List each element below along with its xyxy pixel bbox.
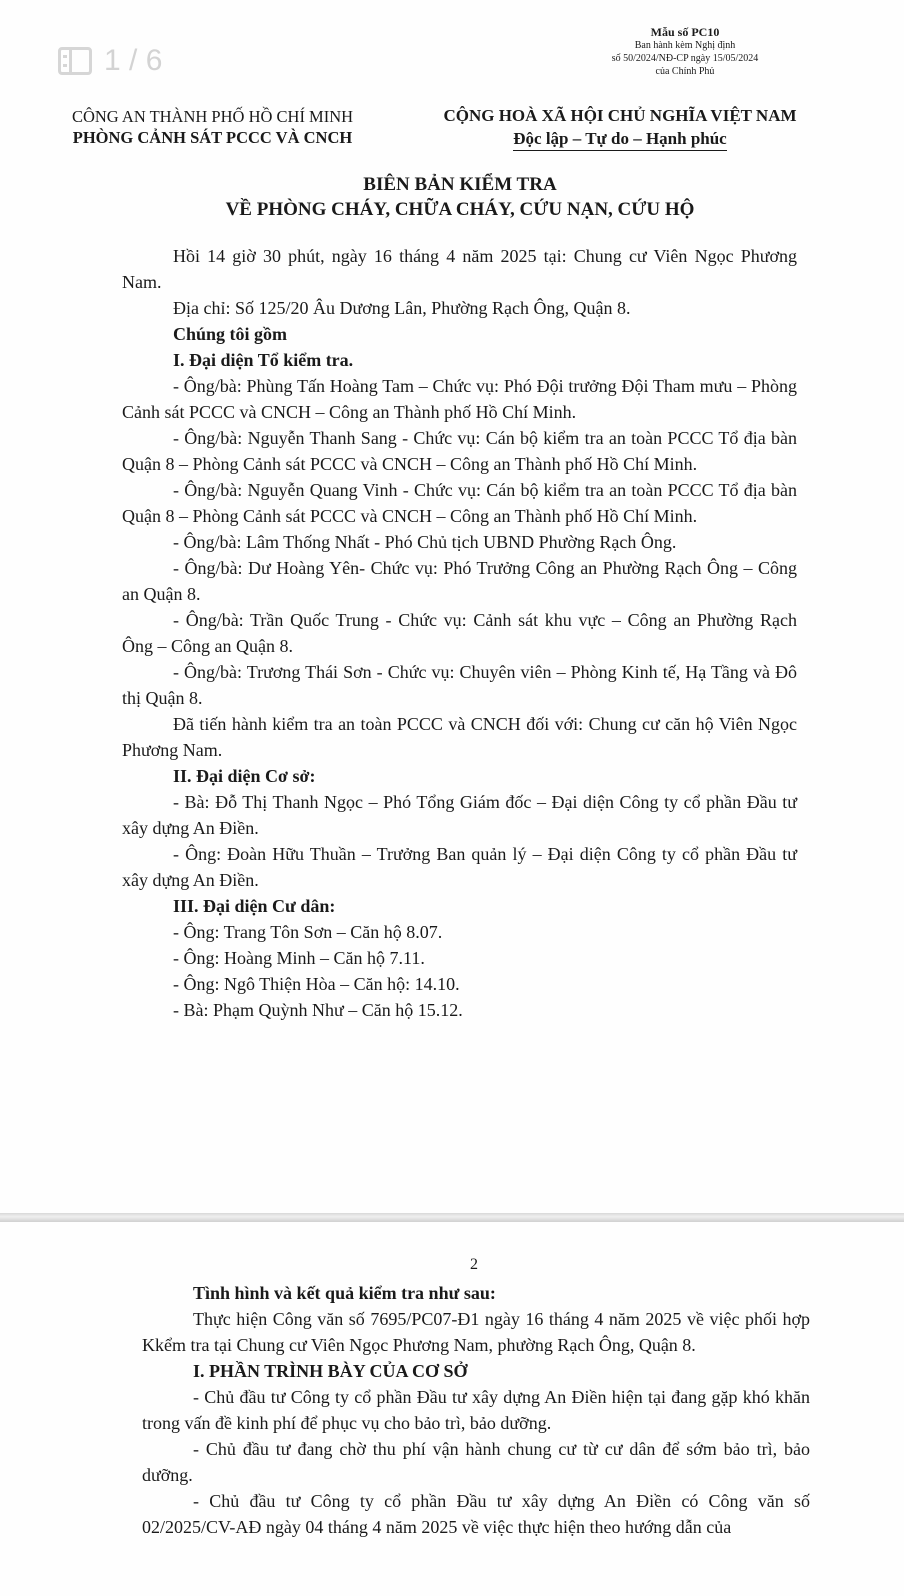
page-indicator[interactable] xyxy=(58,42,162,80)
form-note-line: số 50/2024/NĐ-CP ngày 15/05/2024 xyxy=(611,53,759,64)
resident-item: - Ông: Hoàng Minh – Căn hộ 7.11. xyxy=(173,948,425,968)
facility-rep-item: - Bà: Đỗ Thị Thanh Ngọc – Phó Tổng Giám đốc – Đại diện Công ty cổ phần Đầu tư xây dựng An Điền. xyxy=(122,792,797,838)
reference-paragraph: Thực hiện Công văn số 7695/PC07-Đ1 ngày 16 tháng 4 năm 2025 về việc phối hợp Kkểm tra tại Chung cư Viên Ngọc Phương Nam, phường Rạch Ông, Quận 8. xyxy=(142,1309,810,1355)
we-include-heading: Chúng tôi gồm xyxy=(173,324,288,344)
page-number: 2 xyxy=(470,1256,478,1273)
inspector-item: - Ông/bà: Trần Quốc Trung - Chức vụ: Cảnh sát khu vực – Công an Phường Rạch Ông – Công an Quận 8. xyxy=(122,610,797,656)
page-indicator-label: 1 / 6 xyxy=(104,44,163,77)
section-3-heading: III. Đại diện Cư dân: xyxy=(173,896,336,916)
form-note-line: Ban hành kèm Nghị định xyxy=(634,40,736,51)
intro-paragraph: Hồi 14 giờ 30 phút, ngày 16 tháng 4 năm 2025 tại: Chung cư Viên Ngọc Phương Nam. xyxy=(122,246,797,292)
address-paragraph: Địa chỉ: Số 125/20 Âu Dương Lân, Phường Rạch Ông, Quận 8. xyxy=(173,298,631,318)
inspector-item: - Ông/bà: Trương Thái Sơn - Chức vụ: Chuyên viên – Phòng Kinh tế, Hạ Tầng và Đô thị Quận 8. xyxy=(122,662,797,708)
results-heading: Tình hình và kết quả kiểm tra như sau: xyxy=(193,1283,496,1303)
form-note xyxy=(590,26,780,78)
agency-name: PHÒNG CẢNH SÁT PCCC VÀ CNCH xyxy=(72,128,353,147)
page-separator xyxy=(0,1213,904,1222)
facility-presentation-heading: I. PHẦN TRÌNH BÀY CỦA CƠ SỞ xyxy=(193,1361,468,1381)
resident-item: - Bà: Phạm Quỳnh Như – Căn hộ 15.12. xyxy=(173,1000,463,1020)
document-body-page-2 xyxy=(142,1280,810,1540)
facility-rep-item: - Ông: Đoàn Hữu Thuần – Trưởng Ban quản lý – Đại diện Công ty cổ phần Đầu tư xây dựng An Điền. xyxy=(122,844,797,890)
inspector-item: - Ông/bà: Nguyễn Quang Vinh - Chức vụ: Cán bộ kiểm tra an toàn PCCC Tổ địa bàn Quận 8 – Phòng Cảnh sát PCCC và CNCH – Công an Thành phố Hồ Chí Minh. xyxy=(122,480,797,526)
section-1-heading: I. Đại diện Tổ kiểm tra. xyxy=(173,350,354,370)
section-2-heading: II. Đại diện Cơ sở: xyxy=(173,766,316,786)
document-title xyxy=(100,172,820,222)
form-code: Mẫu số PC10 xyxy=(650,25,720,39)
resident-item: - Ông: Ngô Thiện Hòa – Căn hộ: 14.10. xyxy=(173,974,460,994)
agency-parent: CÔNG AN THÀNH PHỐ HỒ CHÍ MINH xyxy=(71,107,354,126)
form-note-line: của Chính Phủ xyxy=(655,66,715,77)
presentation-item: - Chủ đầu tư Công ty cổ phần Đầu tư xây dựng An Điền hiện tại đang gặp khó khăn trong vấn đề kinh phí để phục vụ cho bảo trì, bảo dưỡng. xyxy=(142,1387,810,1433)
nation-motto: Độc lập – Tự do – Hạnh phúc xyxy=(513,127,726,151)
document-body-page-1 xyxy=(122,243,797,1023)
inspection-target-paragraph: Đã tiến hành kiểm tra an toàn PCCC và CNCH đối với: Chung cư căn hộ Viên Ngọc Phương Nam. xyxy=(122,714,797,760)
presentation-item: - Chủ đầu tư đang chờ thu phí vận hành chung cư từ cư dân để sớm bảo trì, bảo dưỡng. xyxy=(142,1439,810,1485)
national-header xyxy=(425,104,815,151)
inspector-item: - Ông/bà: Phùng Tấn Hoàng Tam – Chức vụ: Phó Đội trưởng Đội Tham mưu – Phòng Cảnh sát PCCC và CNCH – Công an Thành phố Hồ Chí Minh. xyxy=(122,376,797,422)
title-line-2: VỀ PHÒNG CHÁY, CHỮA CHÁY, CỨU NẠN, CỨU HỘ xyxy=(225,199,695,220)
inspector-item: - Ông/bà: Nguyễn Thanh Sang - Chức vụ: Cán bộ kiểm tra an toàn PCCC Tổ địa bàn Quận 8 – Phòng Cảnh sát PCCC và CNCH – Công an Thành phố Hồ Chí Minh. xyxy=(122,428,797,474)
inspector-item: - Ông/bà: Lâm Thống Nhất - Phó Chủ tịch UBND Phường Rạch Ông. xyxy=(173,532,677,552)
nation-name: CỘNG HOÀ XÃ HỘI CHỦ NGHĨA VIỆT NAM xyxy=(443,106,797,125)
inspector-item: - Ông/bà: Dư Hoàng Yên- Chức vụ: Phó Trưởng Công an Phường Rạch Ông – Công an Quận 8. xyxy=(122,558,797,604)
issuing-agency xyxy=(50,106,375,148)
resident-item: - Ông: Trang Tôn Sơn – Căn hộ 8.07. xyxy=(173,922,443,942)
presentation-item: - Chủ đầu tư Công ty cổ phần Đầu tư xây dựng An Điền có Công văn số 02/2025/CV-AĐ ngày 04 tháng 4 năm 2025 về việc thực hiện theo hướng dẫn của xyxy=(142,1491,810,1537)
title-line-1: BIÊN BẢN KIỂM TRA xyxy=(363,174,557,195)
book-icon xyxy=(58,47,92,75)
